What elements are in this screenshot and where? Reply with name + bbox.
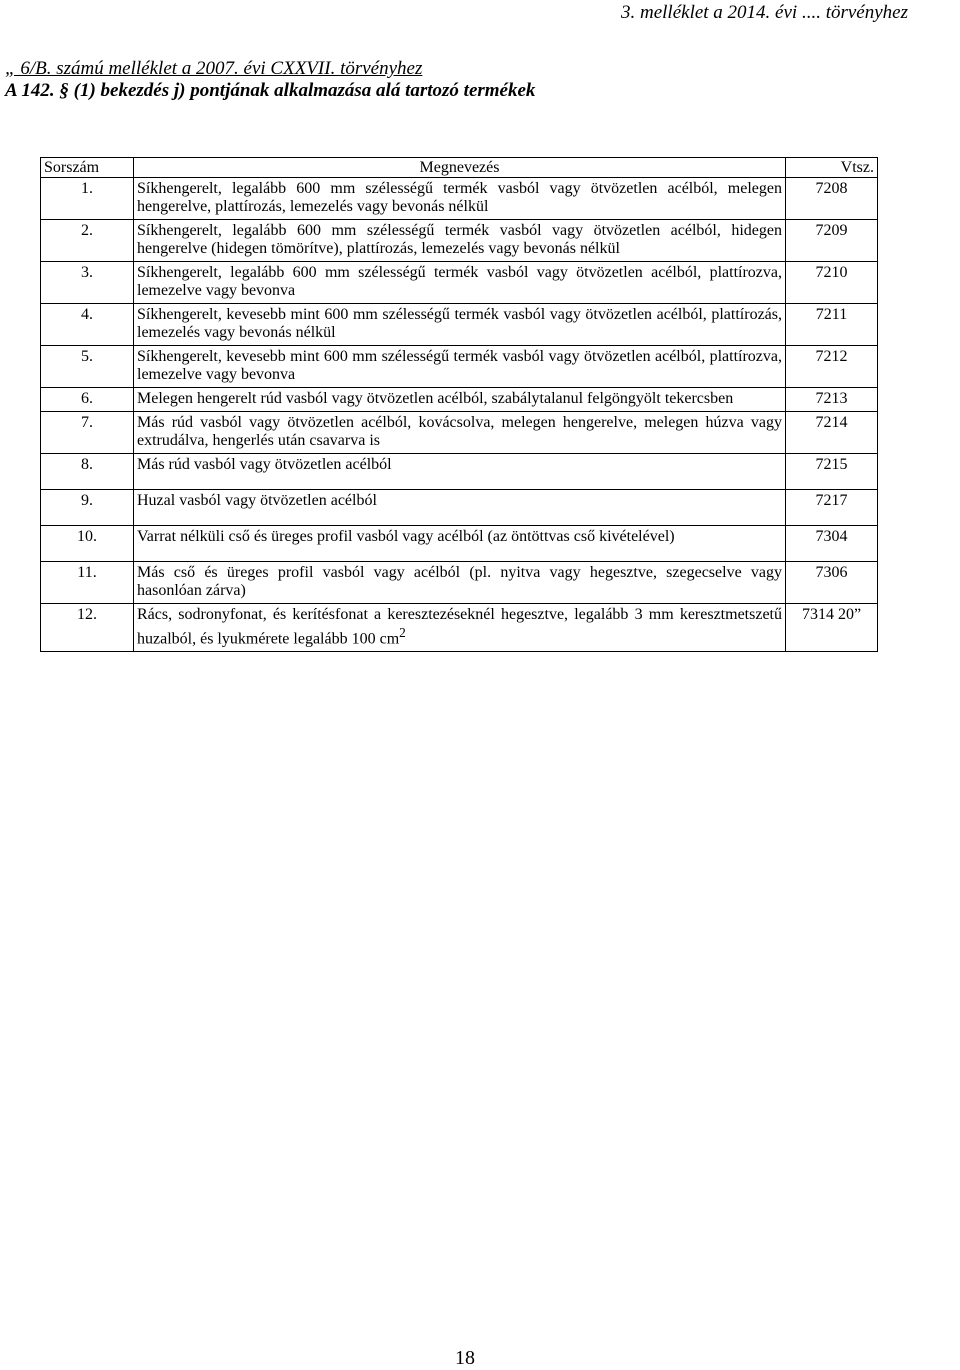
row-number: 8.	[41, 454, 134, 490]
row-number: 2.	[41, 220, 134, 262]
column-header-name: Megnevezés	[134, 158, 786, 178]
row-name: Síkhengerelt, legalább 600 mm szélességű termék vasból vagy ötvözetlen acélból, plattírozva, lemezelve vagy bevonva	[134, 262, 786, 304]
table-row	[41, 346, 878, 388]
table-row	[41, 262, 878, 304]
row-code: 7210	[786, 262, 878, 304]
document-title: A 142. § (1) bekezdés j) pontjának alkalmazása alá tartozó termékek	[5, 80, 536, 101]
page-number: 18	[455, 1347, 475, 1369]
row-name: Más rúd vasból vagy ötvözetlen acélból	[134, 454, 786, 490]
products-table	[40, 157, 878, 652]
row-name-text: Rács, sodronyfonat, és kerítésfonat a keresztezéseknél hegesztve, legalább 3 mm keresztmetszetű huzalból, és lyukmérete legalább 100 cm	[137, 606, 782, 648]
superscript-exponent: 2	[399, 625, 406, 640]
row-number: 5.	[41, 346, 134, 388]
row-code: 7209	[786, 220, 878, 262]
table-row	[41, 412, 878, 454]
row-code: 7306	[786, 562, 878, 604]
table-row	[41, 388, 878, 412]
row-name: Más rúd vasból vagy ötvözetlen acélból, kovácsolva, melegen hengerelve, melegen húzva vagy extrudálva, hengerlés után csavarva is	[134, 412, 786, 454]
row-name: Huzal vasból vagy ötvözetlen acélból	[134, 490, 786, 526]
row-name: Síkhengerelt, kevesebb mint 600 mm szélességű termék vasból vagy ötvözetlen acélból, plattírozás, lemezelés vagy bevonás nélkül	[134, 304, 786, 346]
row-name: Más cső és üreges profil vasból vagy acélból (pl. nyitva vagy hegesztve, szegecselve vagy hasonlóan zárva)	[134, 562, 786, 604]
column-header-code: Vtsz.	[786, 158, 878, 178]
row-number: 1.	[41, 178, 134, 220]
row-name: Síkhengerelt, legalább 600 mm szélességű termék vasból vagy ötvözetlen acélból, melegen hengerelve, plattírozás, lemezelés vagy bevonás nélkül	[134, 178, 786, 220]
table-header-row	[41, 158, 878, 178]
table-row	[41, 304, 878, 346]
table-row	[41, 604, 878, 652]
row-name: Síkhengerelt, kevesebb mint 600 mm szélességű termék vasból vagy ötvözetlen acélból, plattírozva, lemezelve vagy bevonva	[134, 346, 786, 388]
amended-annex-reference: „ 6/B. számú melléklet a 2007. évi CXXVII. törvényhez	[5, 58, 423, 79]
row-code: 7214	[786, 412, 878, 454]
row-number: 11.	[41, 562, 134, 604]
table-row	[41, 490, 878, 526]
row-name	[134, 604, 786, 652]
row-number: 7.	[41, 412, 134, 454]
table-row	[41, 526, 878, 562]
table-row	[41, 178, 878, 220]
row-code: 7208	[786, 178, 878, 220]
table-row	[41, 562, 878, 604]
row-code: 7212	[786, 346, 878, 388]
row-code: 7211	[786, 304, 878, 346]
row-code: 7215	[786, 454, 878, 490]
table-row	[41, 454, 878, 490]
row-number: 10.	[41, 526, 134, 562]
row-code: 7304	[786, 526, 878, 562]
row-name: Síkhengerelt, legalább 600 mm szélességű termék vasból vagy ötvözetlen acélból, hidegen hengerelve (hidegen tömörítve), plattírozás, lemezelés vagy bevonás nélkül	[134, 220, 786, 262]
row-code: 7217	[786, 490, 878, 526]
row-code: 7314 20”	[786, 604, 878, 652]
row-number: 4.	[41, 304, 134, 346]
row-number: 6.	[41, 388, 134, 412]
row-code: 7213	[786, 388, 878, 412]
table-row	[41, 220, 878, 262]
row-number: 12.	[41, 604, 134, 652]
row-name: Varrat nélküli cső és üreges profil vasból vagy acélból (az öntöttvas cső kivételével)	[134, 526, 786, 562]
row-number: 9.	[41, 490, 134, 526]
column-header-number: Sorszám	[41, 158, 134, 178]
annex-reference: 3. melléklet a 2014. évi .... törvényhez	[620, 2, 908, 23]
row-name: Melegen hengerelt rúd vasból vagy ötvözetlen acélból, szabálytalanul felgöngyölt tekercsben	[134, 388, 786, 412]
row-number: 3.	[41, 262, 134, 304]
